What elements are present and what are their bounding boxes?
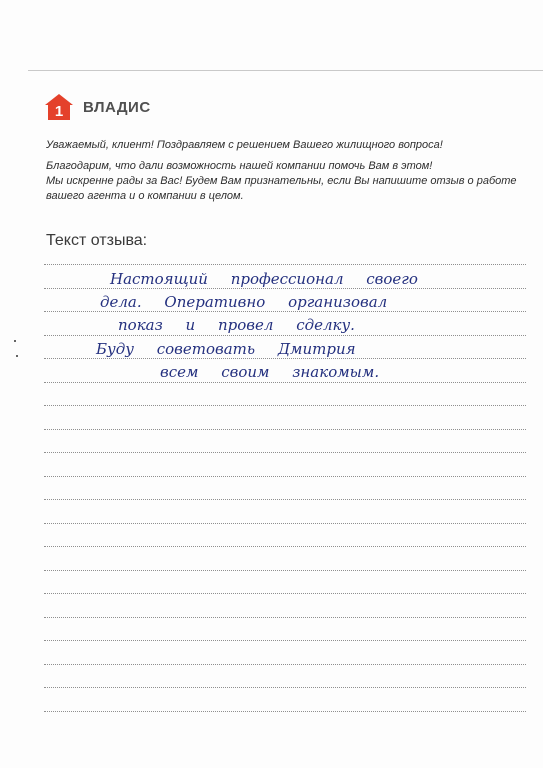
brand-logo — [44, 93, 151, 121]
ruled-line — [44, 687, 526, 688]
intro-line-1: Благодарим, что дали возможность нашей компании помочь Вам в этом! — [46, 160, 433, 172]
review-title: Текст отзыва: — [46, 232, 148, 249]
paper-speck — [16, 355, 18, 357]
ruled-line — [44, 476, 526, 477]
handwritten-line-3: показ и провел сделку. — [118, 316, 355, 334]
ruled-line — [44, 523, 526, 524]
ruled-line — [44, 405, 526, 406]
ruled-line — [44, 546, 526, 547]
ruled-line — [44, 570, 526, 571]
ruled-line — [44, 264, 526, 265]
ruled-line — [44, 452, 526, 453]
logo-digit: 1 — [54, 103, 64, 120]
handwritten-line-5: всем своим знакомым. — [160, 363, 380, 381]
ruled-line — [44, 711, 526, 712]
intro-line-2: Мы искренне рады за Вас! Будем Вам признательны, если Вы напишите отзыв о работе — [46, 175, 517, 187]
ruled-line — [44, 429, 526, 430]
intro-line-3: вашего агента и о компании в целом. — [46, 190, 244, 202]
ruled-line — [44, 593, 526, 594]
house-number-1-icon — [44, 93, 74, 121]
paper-speck — [14, 340, 16, 342]
intro-text — [46, 138, 526, 204]
handwritten-line-2: дела. Оперативно организовал — [100, 293, 388, 311]
handwritten-line-1: Настоящий профессионал своего — [110, 270, 418, 288]
brand-name: ВЛАДИС — [83, 98, 151, 116]
ruled-line — [44, 617, 526, 618]
greeting: Уважаемый, клиент! Поздравляем с решением Вашего жилищного вопроса! — [46, 139, 443, 151]
ruled-line — [44, 640, 526, 641]
top-divider — [28, 70, 543, 71]
handwritten-line-4: Буду советовать Дмитрия — [96, 340, 356, 358]
ruled-line — [44, 664, 526, 665]
ruled-line — [44, 499, 526, 500]
